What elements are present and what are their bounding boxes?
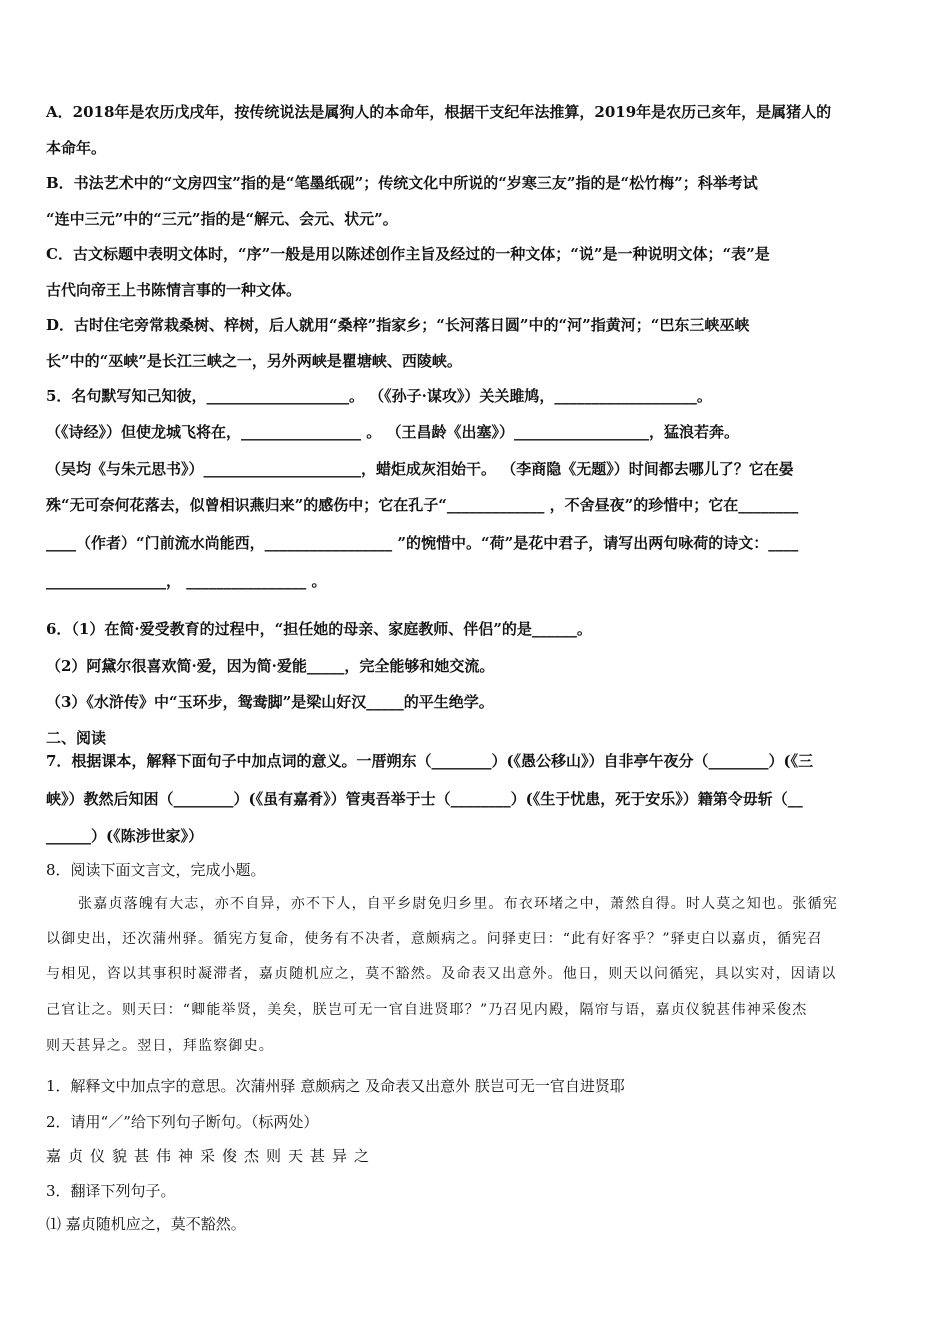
q5-line6: ________________， ________________ 。 — [46, 572, 327, 590]
q6-line3: （3）《水浒传》中“玉环步，鸳鸯脚”是梁山好汉_____的平生绝学。 — [46, 693, 494, 711]
q4-option-a-line2: 本命年。 — [46, 139, 107, 157]
section-heading-reading: 二、阅读 — [46, 729, 107, 747]
q8-sub2-sentence: 嘉贞仪貌甚伟神采俊杰则天甚异之 — [46, 1147, 377, 1165]
q8-sub3-item1: ⑴ 嘉贞随机应之，莫不豁然。 — [46, 1215, 246, 1233]
q6-line1: 6．（1）在简·爱受教育的过程中，“担任她的母亲、家庭教师、伴侣”的是______。 — [46, 620, 592, 638]
q5-line3: （吴均《与朱元思书》）_____________________，蜡炬成灰泪始干。 （李商隐《无题》）时间都去哪儿了？它在晏 — [46, 460, 794, 478]
q8-sub1: 1．解释文中加点字的意思。次蒲州驿 意颇病之 及命表又出意外 朕岂可无一官自进贤耶 — [46, 1077, 625, 1095]
q5-line4: 殊“无可奈何花落去，似曾相识燕归来”的感伤中；它在孔子“_____________ ，不舍昼夜”的珍惜中；它在________ — [46, 496, 799, 514]
q8-sub3: 3．翻译下列句子。 — [46, 1182, 176, 1200]
q7-line2: 峡》）教然后知困（________）(《虽有嘉肴》）管夷吾举于士（________）(《生于忧患，死于安乐》）籍第令毋斩（__ — [46, 790, 803, 808]
q6-line2: （2）阿黛尔很喜欢简·爱，因为简·爱能_____，完全能够和她交流。 — [46, 657, 495, 675]
q5-line5: ____（作者）“门前流水尚能西，_________________ ”的惋惜中。“荷”是花中君子，请写出两句咏荷的诗文：____ — [46, 534, 799, 552]
q8-passage-line5: 则天甚异之。翌日，拜监察御史。 — [46, 1038, 274, 1054]
q4-option-b-line2: “连中三元”中的“三元”指的是“解元、会元、状元”。 — [46, 210, 398, 228]
q4-option-c-line1: C．古文标题中表明文体时，“序”一般是用以陈述创作主旨及经过的一种文体；“说”是一种说明文体；“表”是 — [46, 245, 770, 263]
q4-option-d-line1: D．古时住宅旁常栽桑树、梓树，后人就用“桑梓”指家乡；“长河落日圆”中的“河”指黄河；“巴东三峡巫峡 — [46, 316, 750, 334]
q5-line2: （《诗经》）但使龙城飞将在，________________ 。 （王昌龄《出塞》）__________________，猛浪若奔。 — [46, 423, 739, 441]
q8-passage-line1: 张嘉贞落魄有大志，亦不自异，亦不下人，自平乡尉免归乡里。布衣环堵之中，萧然自得。时人莫之知也。张循宪 — [78, 896, 838, 912]
q8-passage-line2: 以御史出，还次蒲州驿。循宪方复命，使务有不决者，意颇病之。问驿吏曰：“此有好客乎？”驿吏白以嘉贞，循宪召 — [46, 931, 823, 947]
q4-option-c-line2: 古代向帝王上书陈情言事的一种文体。 — [46, 281, 302, 299]
q5-line1: 5．名句默写知己知彼，___________________。 （《孙子·谋攻》）关关雎鸠，___________________。 — [46, 387, 712, 405]
q4-option-a-line1: A．2018年是农历戊戌年，按传统说法是属狗人的本命年，根据干支纪年法推算，2019年是农历己亥年，是属猪人的 — [46, 103, 832, 121]
q4-option-b-line1: B．书法艺术中的“文房四宝”指的是“笔墨纸砚”；传统文化中所说的“岁寒三友”指的是“松竹梅”；科举考试 — [46, 174, 758, 192]
q7-line1: 7．根据课本，解释下面句子中加点词的意义。一厝朔东（________）(《愚公移山》）自非亭午夜分（________）(《三 — [46, 752, 814, 770]
q8-intro: 8．阅读下面文言文，完成小题。 — [46, 861, 266, 879]
q8-passage-line4: 己官让之。则天曰：“卿能举贤，美矣，朕岂可无一官自进贤耶？”乃召见内殿，隔帘与语，嘉贞仪貌甚伟神采俊杰 — [46, 1002, 808, 1018]
q8-sub2: 2．请用“／”给下列句子断句。（标两处） — [46, 1113, 319, 1131]
q7-line3: ______）(《陈涉世家》） — [46, 827, 204, 845]
q8-passage-line3: 与相见，咨以其事积时凝滞者，嘉贞随机应之，莫不豁然。及命表又出意外。他日，则天以问循宪，具以实对，因请以 — [46, 966, 837, 982]
q4-option-d-line2: 长”中的“巫峡”是长江三峡之一，另外两峡是瞿塘峡、西陵峡。 — [46, 352, 462, 370]
